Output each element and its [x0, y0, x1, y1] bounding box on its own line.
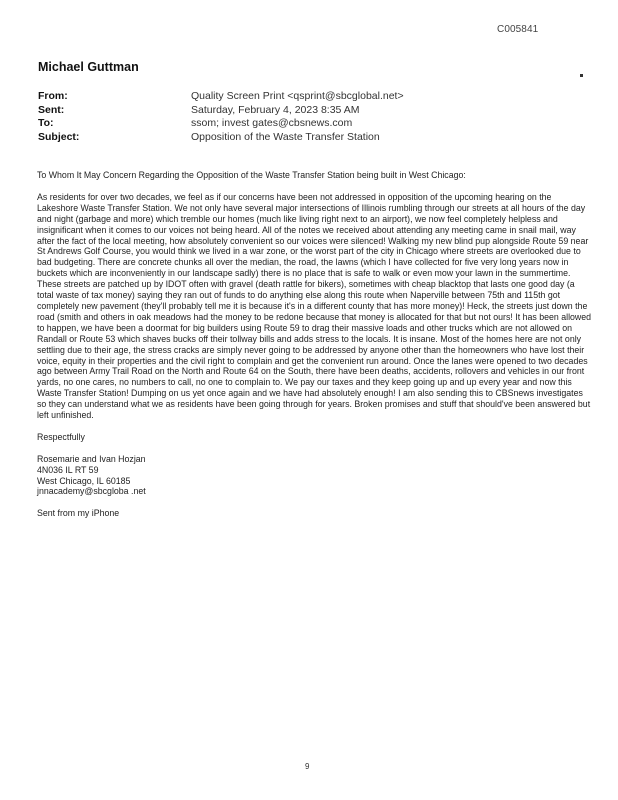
header-row-to	[38, 117, 598, 131]
sender-name: Michael Guttman	[38, 60, 139, 74]
salutation: To Whom It May Concern Regarding the Opposition of the Waste Transfer Station being built in West Chicago:	[37, 170, 466, 180]
signature-line: Rosemarie and Ivan Hozjan	[37, 453, 146, 464]
header-row-sent	[38, 104, 598, 118]
body-paragraph: As residents for over two decades, we feel as if our concerns have been not addressed in opposition of the upcoming hearing on the Lakeshore Waste Transfer Station. We not only have several major intersections of Illinois rumbling through our streets at all hours of the day and night (garbage and more) which tremble our homes (much like living right next to an airport), we now feel completely helpless and insignificant when it comes to our voices not being heard. All of the notes we received about attending any meeting came in snail mail, way after the fact of the local meeting, how absolutely convenient so our voices were silenced! Walking my new blind pup alongside Route 59 near St Andrews Golf Course, you would think we lived in a war zone, or the worst part of the city in Chicago where streets are overlooked due to bad budgeting. There are concrete chunks all over the median, the road, the lawns (which I have collected for five very long years now in buckets which are inconveniently in our landscape sadly) there is no place that is safe to walk or even mow your lawn in the summertime. These streets are patched up by IDOT often with gravel (death rattle for bikers), sometimes with cheap blacktop that lasts one good day (a total waste of tax money) saying they ran out of funds to do anything else along this route when Naperville between 75th and 115th got completely new pavement (they'll probably tell me it is because it's in a different county that has more money)! Heck, the streets just down the road (smith and others in oak meadows had the money to be redone because that money is allocated for that but not ours! It has been allowed to happen, we have been a doormat for big builders using Route 59 to drag their massive loads and other trucks which are not allowed on Randall or Route 53 which shaves bucks off their tollway bills and adds stress to the locals. It is insane. Most of the homes here are not only settling due to their age, the stress cracks are simply never going to be addressed by anyone other than the homeowners who have lost their voice, equity in their properties and the civil right to complain and get the convenient run around. Once the lanes were opened to two decades ago between Army Trail Road on the North and Route 64 on the South, there have been deaths, accidents, rollovers and vehicles in our front yards, no one cares, no numbers to call, no one to complain to. We pay our taxes and they keep going up and up every year and now this Waste Transfer Station! Dumping on us yet once again and we have had absolutely enough! I am also sending this to CBSnews investigates so they can understand what we as residents have been going through for years. Broken promises and stuff that should've been answered but left unfinished.	[37, 191, 592, 421]
signature-block	[37, 454, 592, 498]
scan-mark	[580, 74, 583, 77]
header-value: ssom; invest gates@cbsnews.com	[191, 117, 353, 129]
page-number: 9	[305, 762, 310, 771]
header-row-from	[38, 90, 598, 104]
document-id: C005841	[497, 24, 539, 35]
header-value: Quality Screen Print <qsprint@sbcglobal.net>	[191, 90, 404, 102]
header-label: Sent:	[38, 103, 65, 116]
header-label: To:	[38, 117, 54, 129]
header-label: From:	[38, 90, 68, 102]
signature-email: jnnacademy@sbcgloba .net	[37, 486, 146, 497]
closing: Respectfully	[37, 431, 85, 442]
header-value: Opposition of the Waste Transfer Station	[191, 130, 380, 143]
header-value: Saturday, February 4, 2023 8:35 AM	[191, 103, 360, 116]
sent-from: Sent from my iPhone	[37, 508, 120, 519]
header-row-subject	[38, 131, 598, 145]
signature-line: West Chicago, IL 60185	[37, 475, 131, 486]
header-strip	[140, 29, 440, 35]
signature-line: 4N036 IL RT 59	[37, 464, 99, 475]
email-body	[37, 170, 592, 530]
header-label: Subject:	[38, 130, 80, 143]
email-headers	[38, 90, 598, 144]
